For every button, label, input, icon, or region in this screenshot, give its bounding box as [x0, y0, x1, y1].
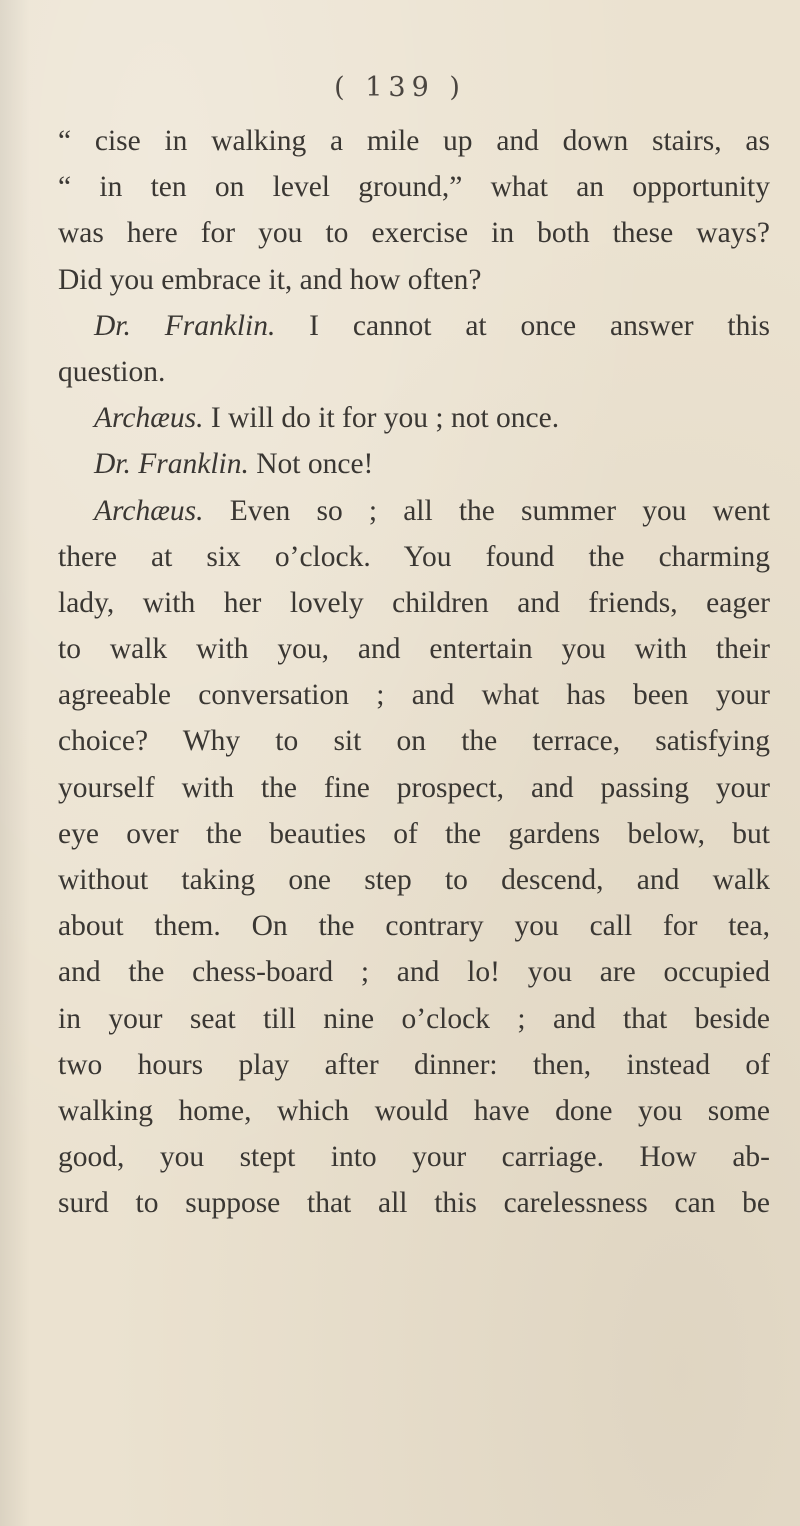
speaker-name: Archæus. — [94, 494, 204, 527]
speaker-name: Archæus. — [94, 402, 204, 435]
text-line — [58, 672, 770, 718]
line-text: Did you embrace it, and how often? — [58, 263, 482, 296]
line-text: Even so ; all the summer you went — [203, 494, 770, 527]
line-text: agreeable conversation ; and what has been your — [58, 679, 770, 712]
line-text: surd to suppose that all this carelessness can be — [58, 1187, 770, 1220]
line-text: I will do it for you ; not once. — [203, 402, 560, 435]
text-line — [58, 1088, 770, 1134]
line-text: eye over the beauties of the gardens below, but — [58, 817, 770, 850]
text-line — [58, 949, 770, 995]
line-text: I cannot at once answer this — [275, 309, 770, 342]
line-text: about them. On the contrary you call for tea, — [58, 910, 770, 943]
text-line — [58, 303, 770, 349]
body-text — [58, 118, 770, 1227]
line-text: “ in ten on level ground,” what an opportunity — [58, 171, 770, 204]
line-text: yourself with the fine prospect, and passing your — [58, 771, 770, 804]
text-line — [58, 534, 770, 580]
line-text: there at six o’clock. You found the charming — [58, 540, 770, 573]
line-text: question. — [58, 355, 166, 388]
text-line — [58, 580, 770, 626]
page-number: ( 139 ) — [334, 72, 466, 103]
speaker-name: Dr. Franklin. — [94, 309, 276, 342]
line-text: without taking one step to descend, and walk — [58, 864, 770, 896]
line-text: in your seat till nine o’clock ; and that beside — [58, 1002, 770, 1035]
line-text: to walk with you, and entertain you with their — [58, 633, 770, 666]
line-text: Not once! — [248, 448, 374, 481]
text-line — [58, 257, 770, 303]
line-text: good, you stept into your carriage. How ab- — [58, 1141, 770, 1174]
text-line — [58, 811, 770, 857]
text-line — [58, 210, 770, 256]
line-text: and the chess-board ; and lo! you are occupied — [58, 956, 770, 989]
line-text: choice? Why to sit on the terrace, satisfying — [58, 725, 770, 758]
text-line — [58, 903, 770, 949]
line-text: “ cise in walking a mile up and down stairs, as — [58, 125, 770, 157]
text-line — [58, 857, 770, 903]
line-text: walking home, which would have done you some — [58, 1094, 770, 1127]
line-text: two hours play after dinner: then, instead of — [58, 1048, 770, 1081]
text-line — [58, 164, 770, 210]
text-line — [58, 996, 770, 1042]
text-line — [58, 718, 770, 764]
text-line — [58, 488, 770, 534]
line-text: lady, with her lovely children and friends, eager — [58, 586, 770, 619]
text-line — [58, 441, 770, 487]
text-line — [58, 626, 770, 672]
text-line — [58, 118, 770, 164]
text-line — [58, 1042, 770, 1088]
speaker-name: Dr. Franklin. — [94, 448, 249, 481]
text-line — [58, 349, 770, 395]
text-line — [58, 395, 770, 441]
text-line — [58, 1180, 770, 1226]
line-text: was here for you to exercise in both these ways? — [58, 217, 770, 250]
text-line — [58, 1134, 770, 1180]
page-gutter-shadow — [0, 0, 30, 1526]
text-line — [58, 765, 770, 811]
